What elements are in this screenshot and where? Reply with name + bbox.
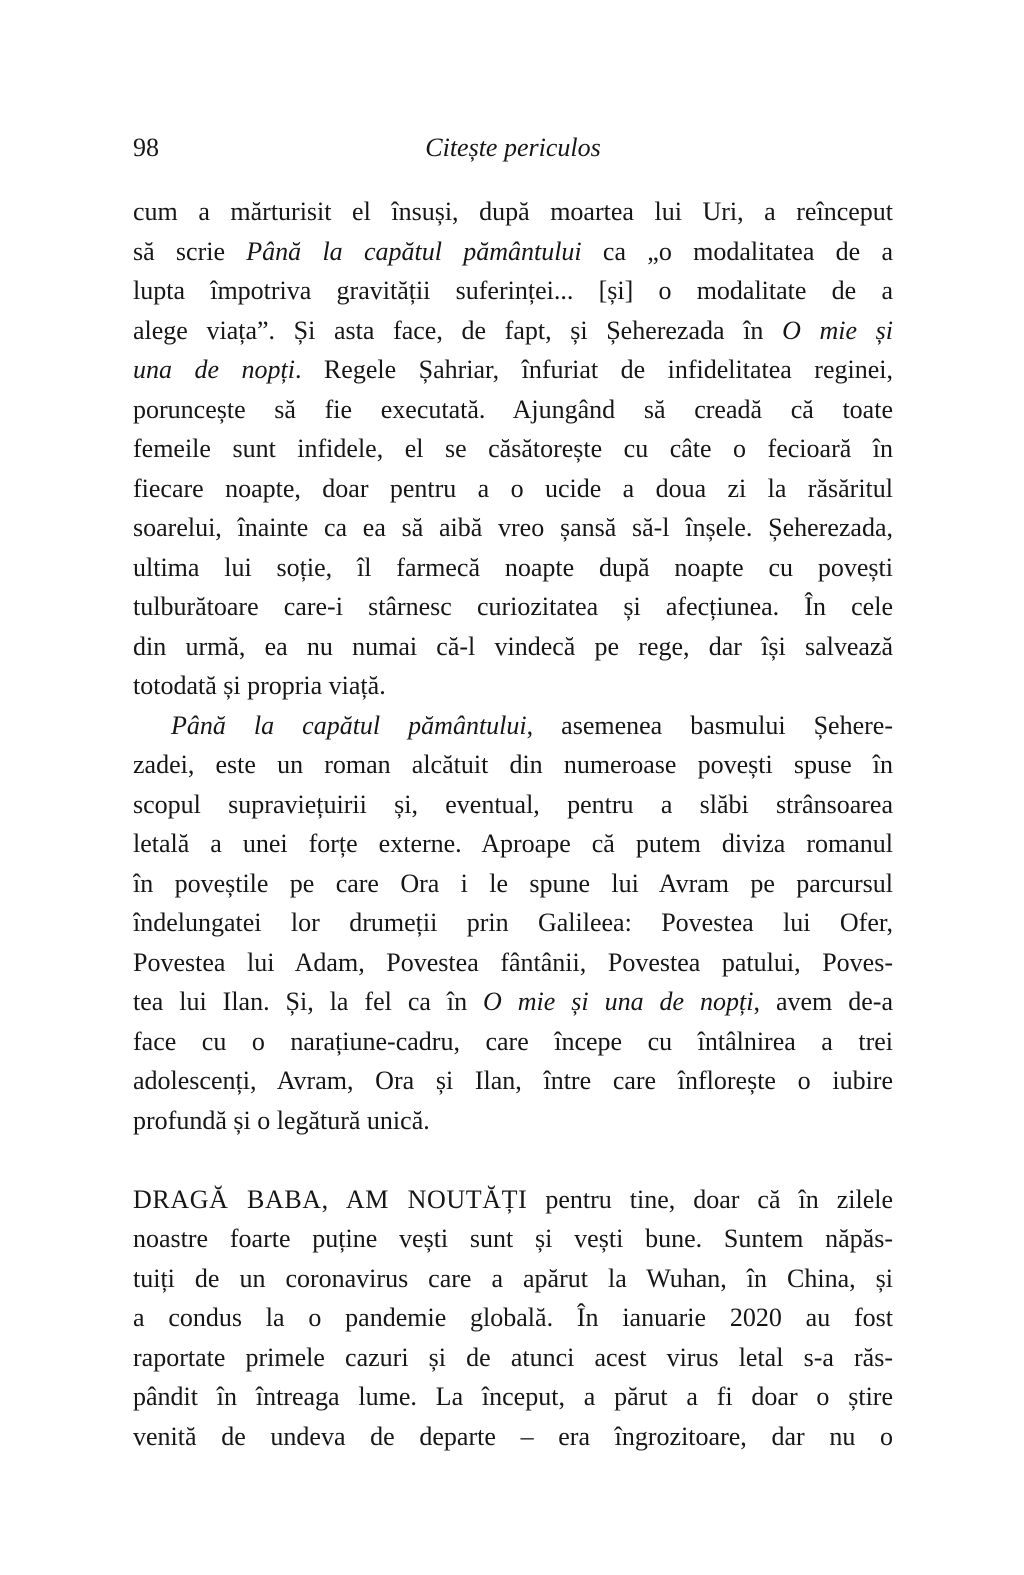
text-line	[133, 548, 893, 588]
text-segment: , avem de-a	[753, 987, 893, 1016]
text-segment: raportate primele cazuri și de atunci acest virus letal s-a răs-	[133, 1342, 893, 1372]
italic-text-segment: O mie și una de nopți	[483, 987, 754, 1016]
text-line	[133, 903, 893, 943]
text-segment: venită de undeva de departe – era îngrozitoare, dar nu o	[133, 1421, 893, 1451]
text-segment: în poveștile pe care Ora i le spune lui Avram pe parcursul	[133, 868, 893, 898]
text-segment: noastre foarte puține vești sunt și vești bune. Suntem năpăs-	[133, 1224, 893, 1253]
text-line	[133, 1061, 893, 1101]
text-line	[133, 1219, 893, 1259]
page-number: 98	[133, 133, 159, 162]
text-line	[133, 311, 893, 351]
text-line	[133, 745, 893, 785]
text-line	[133, 982, 893, 1022]
text-line	[133, 232, 893, 272]
text-segment: tulburătoare care-i stârnesc curiozitatea și afecțiunea. În cele	[133, 592, 893, 621]
text-segment: adolescenți, Avram, Ora și Ilan, între care înflorește o iubire	[133, 1066, 893, 1095]
text-segment: alege viața”. Și asta face, de fapt, și Șeherezada în	[133, 315, 783, 345]
text-segment: face cu o narațiune-cadru, care începe cu întâlnirea a trei	[133, 1026, 893, 1056]
text-segment: din urmă, ea nu numai că-l vindecă pe rege, dar își salvează	[133, 631, 893, 661]
italic-text-segment: una de nopți	[133, 355, 295, 384]
text-line	[133, 785, 893, 825]
text-segment: . Regele Șahriar, înfuriat de infidelitatea reginei,	[294, 355, 893, 384]
text-segment: să scrie	[133, 236, 247, 266]
text-line	[133, 706, 893, 746]
text-line	[133, 1259, 893, 1299]
text-line	[133, 1338, 893, 1378]
text-line	[133, 1298, 893, 1338]
text-line	[133, 1101, 893, 1141]
text-segment: , asemenea basmului Șehere-	[526, 710, 893, 740]
text-segment: scopul supraviețuirii și, eventual, pentru a slăbi strânsoarea	[133, 789, 893, 819]
text-segment: tea lui Ilan. Și, la fel ca în	[133, 987, 484, 1016]
text-segment: lupta împotriva gravității suferinței... [și] o modalitate de a	[133, 276, 893, 305]
text-segment: pentru tine, doar că în zilele	[527, 1184, 893, 1214]
text-segment: cum a mărturisit el însuși, după moartea lui Uri, a reînceput	[133, 197, 893, 226]
text-line	[133, 350, 893, 390]
text-segment: totodată și propria viață.	[133, 671, 386, 700]
text-segment: ultima lui soție, îl farmecă noapte după noapte cu povești	[133, 552, 893, 582]
text-segment: Povestea lui Adam, Povestea fântânii, Povestea patului, Poves-	[133, 947, 893, 977]
text-segment: îndelungatei lor drumeții prin Galileea: Povestea lui Ofer,	[133, 908, 893, 937]
text-line	[133, 1022, 893, 1062]
text-line	[133, 1377, 893, 1417]
text-segment: zadei, este un roman alcătuit din numeroase povești spuse în	[133, 750, 893, 779]
text-line	[133, 429, 893, 469]
text-segment: a condus la o pandemie globală. În ianuarie 2020 au fost	[133, 1303, 893, 1332]
text-line	[133, 587, 893, 627]
italic-text-segment: Până la capătul pământului	[171, 710, 527, 740]
text-line	[133, 666, 893, 706]
body-text	[133, 192, 893, 1456]
text-segment: poruncește să fie executată. Ajungând să creadă că toate	[133, 394, 893, 424]
italic-text-segment: Până la capătul pământului	[246, 236, 582, 266]
smallcaps-text-segment: DRAGĂ BABA, AM NOUTĂȚI	[133, 1184, 528, 1214]
italic-text-segment: O mie și	[782, 315, 893, 345]
text-line	[133, 192, 893, 232]
text-segment: femeile sunt infidele, el se căsătorește cu câte o fecioară în	[133, 434, 893, 463]
text-segment: pândit în întreaga lume. La început, a părut a fi doar o știre	[133, 1382, 893, 1411]
text-line	[133, 943, 893, 983]
text-line	[133, 1417, 893, 1457]
page-header	[133, 130, 893, 166]
text-line	[133, 271, 893, 311]
text-segment: letală a unei forțe externe. Aproape că putem diviza romanul	[133, 829, 893, 858]
text-segment: tuiți de un coronavirus care a apărut la Wuhan, în China, și	[133, 1263, 893, 1293]
text-line	[133, 864, 893, 904]
text-line	[133, 390, 893, 430]
text-segment: soarelui, înainte ca ea să aibă vreo șansă să-l înșele. Șeherezada,	[133, 513, 893, 542]
text-segment: ca „o modalitatea de a	[581, 236, 893, 266]
text-line	[133, 469, 893, 509]
text-line	[133, 824, 893, 864]
running-header-title: Citește periculos	[425, 133, 601, 162]
text-line	[133, 508, 893, 548]
text-segment: profundă și o legătură unică.	[133, 1105, 430, 1135]
text-segment: fiecare noapte, doar pentru a o ucide a doua zi la răsăritul	[133, 473, 893, 503]
text-line	[133, 627, 893, 667]
line-gap	[133, 1140, 893, 1180]
text-line	[133, 1180, 893, 1220]
